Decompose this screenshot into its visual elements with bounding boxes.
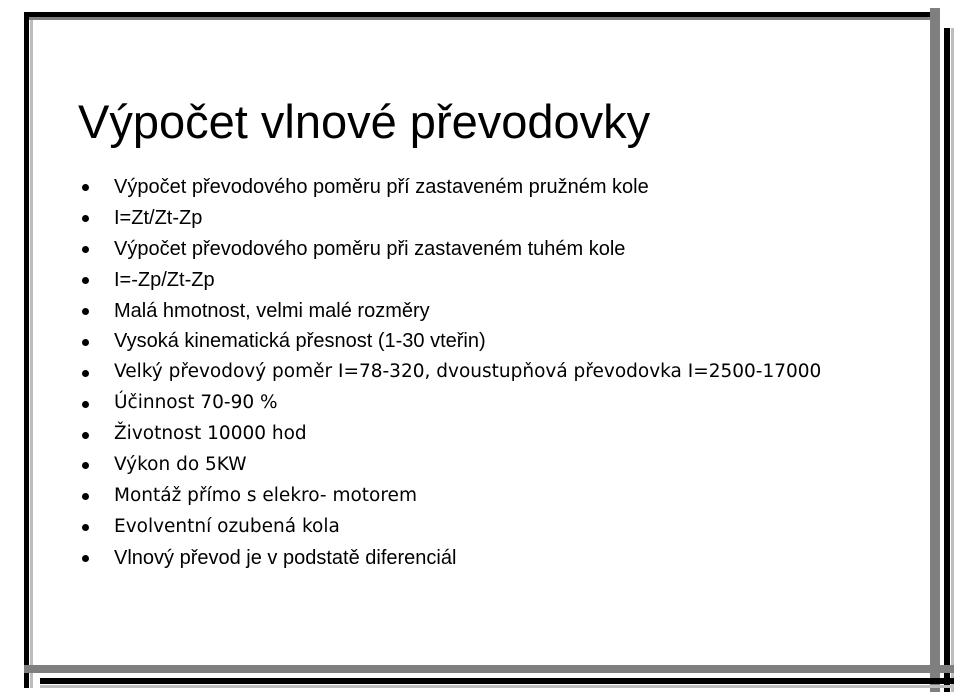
bullet-dot-icon <box>82 432 89 439</box>
bullet-item <box>80 296 821 327</box>
bullet-dot-icon <box>82 524 89 531</box>
bullet-item <box>80 326 821 357</box>
bullet-dot-icon <box>82 462 89 469</box>
bullet-item <box>80 172 821 203</box>
bullet-item <box>80 388 821 419</box>
bullet-item <box>80 234 821 265</box>
bullet-dot-icon <box>82 246 89 253</box>
bullet-text: Velký převodový poměr I=78-320, dvoustupňová převodovka I=2500-17000 <box>114 361 822 383</box>
bullet-dot-icon <box>82 370 89 377</box>
bullet-text: Evolventní ozubená kola <box>114 515 340 537</box>
bullet-item <box>80 419 821 450</box>
bullet-item <box>80 357 821 388</box>
frame-left-stripe <box>24 12 29 688</box>
bullet-item <box>80 512 821 543</box>
bullet-text: Vlnový převod je v podstatě diferenciál <box>114 546 457 569</box>
bullet-dot-icon <box>82 184 89 191</box>
frame-bottom-stripe-inner <box>40 678 954 684</box>
bullet-dot-icon <box>82 401 89 408</box>
bullet-text: I=-Zp/Zt-Zp <box>114 268 215 291</box>
bullet-text: I=Zt/Zt-Zp <box>114 206 203 229</box>
frame-right-stripe-inner <box>944 28 950 692</box>
bullet-text: Výkon do 5KW <box>114 454 247 476</box>
bullet-dot-icon <box>82 215 89 222</box>
bullet-text: Životnost 10000 hod <box>114 423 307 445</box>
bullet-text: Výpočet převodového poměru pří zastaveném pružném kole <box>114 176 649 198</box>
bullet-item <box>80 203 821 234</box>
bullet-dot-icon <box>82 277 89 284</box>
slide-title: Výpočet vlnové převodovky <box>78 95 651 148</box>
bullet-item <box>80 265 821 296</box>
bullet-dot-icon <box>82 308 89 315</box>
bullet-list <box>80 172 821 574</box>
frame-right-stripe-outer <box>930 8 940 692</box>
bullet-text: Vysoká kinematická přesnost (1-30 vteřin) <box>114 330 486 353</box>
frame-top-stripe-shadow <box>24 17 930 20</box>
bullet-dot-icon <box>82 555 89 562</box>
bullet-item <box>80 543 821 574</box>
bullet-dot-icon <box>82 493 89 500</box>
bullet-item <box>80 450 821 481</box>
frame-right-stripe-light <box>951 28 954 692</box>
bullet-dot-icon <box>82 339 89 346</box>
frame-left-stripe-light <box>30 20 33 688</box>
bullet-text: Účinnost 70-90 % <box>114 392 278 414</box>
bullet-text: Malá hmotnost, velmi malé rozměry <box>114 299 430 322</box>
frame-bottom-stripe-outer <box>24 665 954 673</box>
bullet-item <box>80 481 821 512</box>
bullet-text: Výpočet převodového poměru při zastaveném tuhém kole <box>114 237 626 260</box>
frame-bottom-stripe-light <box>40 685 954 688</box>
bullet-text: Montáž přímo s elekro- motorem <box>114 484 417 506</box>
